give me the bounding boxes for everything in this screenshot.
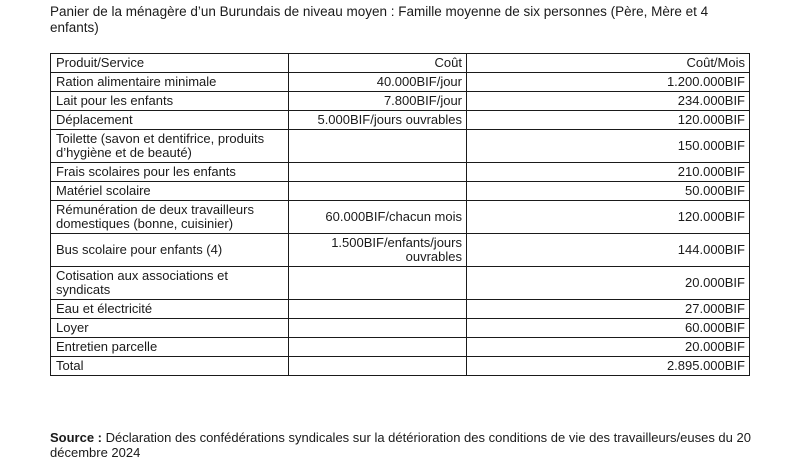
table-row xyxy=(51,201,750,234)
table-row xyxy=(51,338,750,357)
table-row xyxy=(51,163,750,182)
table-row xyxy=(51,234,750,267)
source-text: Déclaration des confédérations syndicales sur la détérioration des conditions de vie des travailleurs/euses du 20 décembre 2024 xyxy=(50,430,751,460)
table-row xyxy=(51,92,750,111)
cell-total-value: 2.895.000BIF xyxy=(467,357,750,376)
cell-cost: 40.000BIF/jour xyxy=(289,73,467,92)
cell-monthly: 27.000BIF xyxy=(467,300,750,319)
cell-item: Bus scolaire pour enfants (4) xyxy=(51,234,289,267)
cell-cost xyxy=(289,163,467,182)
table-header-row xyxy=(51,54,750,73)
cell-cost: 1.500BIF/enfants/jours ouvrables xyxy=(289,234,467,267)
table-row xyxy=(51,267,750,300)
header-monthly-cost: Coût/Mois xyxy=(467,54,750,73)
cell-cost: 60.000BIF/chacun mois xyxy=(289,201,467,234)
cell-cost xyxy=(289,130,467,163)
cell-monthly: 210.000BIF xyxy=(467,163,750,182)
table-row xyxy=(51,130,750,163)
cell-item: Matériel scolaire xyxy=(51,182,289,201)
table-caption: Panier de la ménagère d’un Burundais de niveau moyen : Famille moyenne de six personnes (Père, Mère et 4 enfants) xyxy=(50,4,709,35)
cell-item: Toilette (savon et dentifrice, produits d’hygiène et de beauté) xyxy=(51,130,289,163)
cell-item: Loyer xyxy=(51,319,289,338)
cell-item: Cotisation aux associations et syndicats xyxy=(51,267,289,300)
cell-cost xyxy=(289,300,467,319)
cell-total-label: Total xyxy=(51,357,289,376)
cell-item: Frais scolaires pour les enfants xyxy=(51,163,289,182)
cell-cost xyxy=(289,267,467,300)
cell-monthly: 50.000BIF xyxy=(467,182,750,201)
cell-monthly: 120.000BIF xyxy=(467,111,750,130)
cell-monthly: 150.000BIF xyxy=(467,130,750,163)
cell-monthly: 20.000BIF xyxy=(467,338,750,357)
cell-monthly: 1.200.000BIF xyxy=(467,73,750,92)
table-row xyxy=(51,111,750,130)
cell-cost xyxy=(289,319,467,338)
cell-cost xyxy=(289,182,467,201)
table-total-row xyxy=(51,357,750,376)
cell-item: Eau et électricité xyxy=(51,300,289,319)
cell-item: Entretien parcelle xyxy=(51,338,289,357)
cell-monthly: 60.000BIF xyxy=(467,319,750,338)
table-row xyxy=(51,182,750,201)
cell-cost: 7.800BIF/jour xyxy=(289,92,467,111)
header-product: Produit/Service xyxy=(51,54,289,73)
cell-monthly: 20.000BIF xyxy=(467,267,750,300)
cell-cost xyxy=(289,338,467,357)
cell-item: Lait pour les enfants xyxy=(51,92,289,111)
cell-item: Ration alimentaire minimale xyxy=(51,73,289,92)
source-label: Source : xyxy=(50,430,103,445)
cell-cost: 5.000BIF/jours ouvrables xyxy=(289,111,467,130)
cell-monthly: 144.000BIF xyxy=(467,234,750,267)
source-note xyxy=(50,430,770,460)
cell-cost xyxy=(289,357,467,376)
household-basket-table xyxy=(50,53,750,376)
cell-item: Rémunération de deux travailleurs domestiques (bonne, cuisinier) xyxy=(51,201,289,234)
table-row xyxy=(51,73,750,92)
header-cost: Coût xyxy=(289,54,467,73)
cell-monthly: 234.000BIF xyxy=(467,92,750,111)
table-row xyxy=(51,300,750,319)
cell-item: Déplacement xyxy=(51,111,289,130)
table-row xyxy=(51,319,750,338)
cell-monthly: 120.000BIF xyxy=(467,201,750,234)
